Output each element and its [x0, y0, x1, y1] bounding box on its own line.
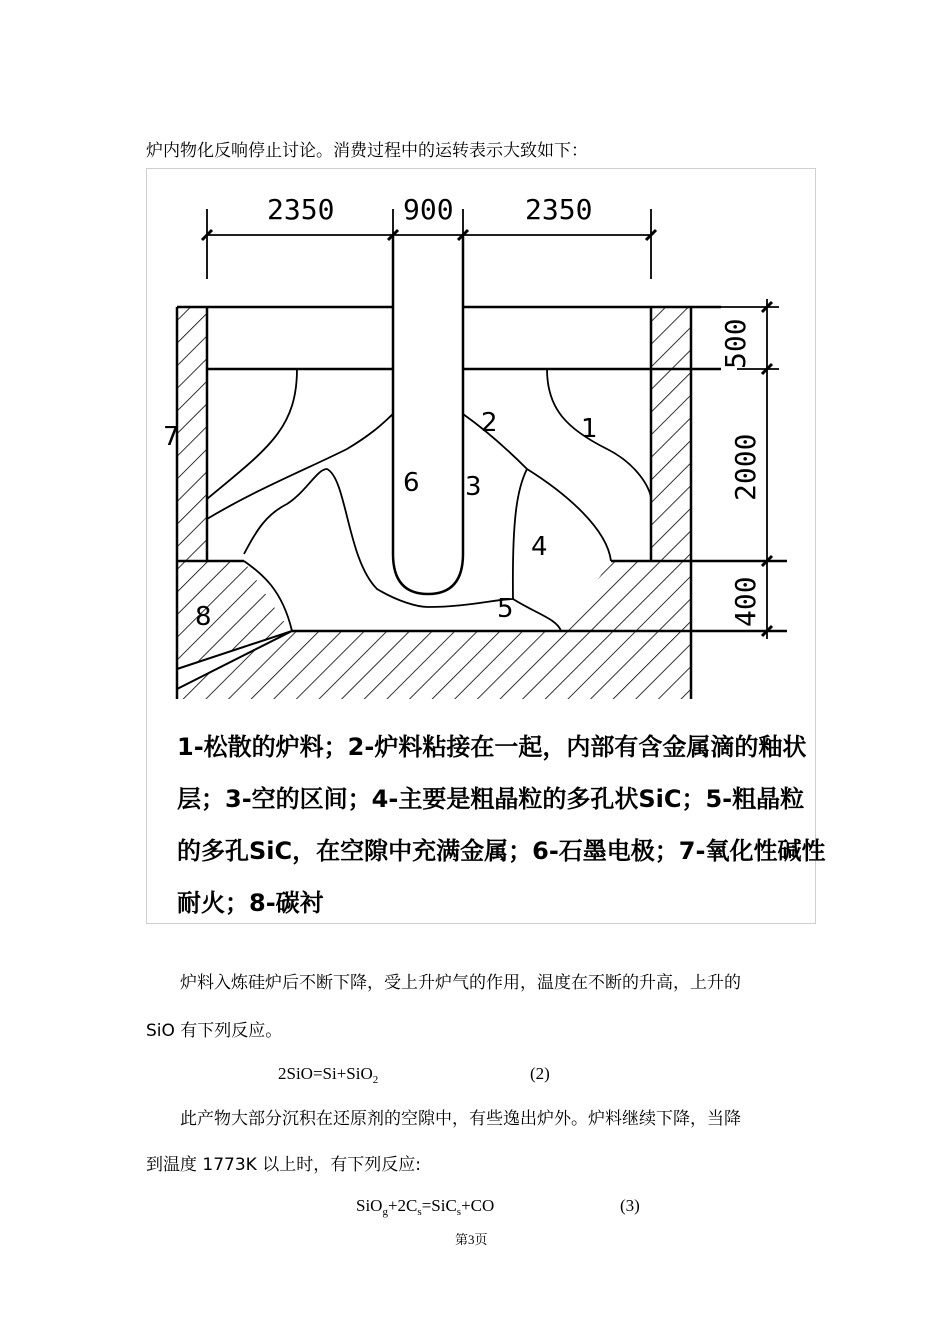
equation-3-p1: SiO	[356, 1196, 383, 1215]
equation-2-sub: 2	[372, 1074, 379, 1086]
dim-height-middle: 2000	[729, 433, 762, 501]
legend-line-3: 的多孔SiC，在空隙中充满金属；6-石墨电极；7-氧化性碱性	[177, 837, 826, 865]
zone-label-2: 2	[481, 408, 498, 438]
equation-3-number: (3)	[620, 1196, 640, 1215]
right-wall-hatch	[651, 307, 691, 561]
left-wall-hatch	[177, 307, 207, 561]
equation-3-p4: +CO	[461, 1196, 495, 1215]
legend-line-4: 耐火；8-碳衬	[177, 889, 324, 917]
equation-3-p2: +2C	[387, 1196, 418, 1215]
page-footer: 第3页	[455, 1232, 488, 1247]
graphite-electrode	[393, 235, 463, 594]
zone-label-5: 5	[497, 594, 514, 624]
para2-line1: 此产物大部分沉积在还原剂的空隙中，有些逸出炉外。炉料继续下降，当降	[180, 1109, 741, 1129]
equation-2-main: 2SiO=Si+SiO	[278, 1064, 373, 1083]
intro-line: 炉内物化反响停止讨论。消费过程中的运转表示大致如下：	[146, 141, 588, 161]
equation-3-p3: =SiC	[421, 1196, 457, 1215]
dim-width-electrode: 900	[403, 193, 454, 226]
dim-width-left: 2350	[267, 193, 335, 226]
dim-width-right: 2350	[525, 193, 593, 226]
zone-label-3: 3	[465, 472, 482, 502]
dim-height-top: 500	[719, 318, 752, 369]
equation-2-number: (2)	[530, 1064, 550, 1083]
equation-3-s1: g	[382, 1206, 388, 1218]
equation-3-s3: s	[456, 1206, 462, 1218]
equation-3	[356, 1196, 494, 1218]
furnace-figure	[146, 168, 826, 924]
equation-2	[278, 1064, 378, 1086]
dim-height-bottom: 400	[729, 576, 762, 627]
legend-line-1: 1-松散的炉料；2-炉料粘接在一起，内部有含金属滴的釉状	[177, 733, 807, 761]
equation-3-s2: s	[417, 1206, 422, 1218]
para1-line1: 炉料入炼硅炉后不断下降，受上升炉气的作用，温度在不断的升高，上升的	[180, 973, 741, 993]
zone-label-4: 4	[531, 532, 548, 562]
zone-label-1: 1	[581, 414, 598, 444]
zone-label-8: 8	[195, 602, 212, 632]
para2-line2: 到温度 1773K 以上时，有下列反应:	[146, 1155, 421, 1175]
zone-label-7: 7	[163, 422, 180, 452]
zone-label-6: 6	[403, 468, 420, 498]
legend-line-2: 层；3-空的区间；4-主要是粗晶粒的多孔状SiC；5-粗晶粒	[177, 785, 805, 813]
para1-line2: SiO 有下列反应。	[146, 1021, 283, 1041]
